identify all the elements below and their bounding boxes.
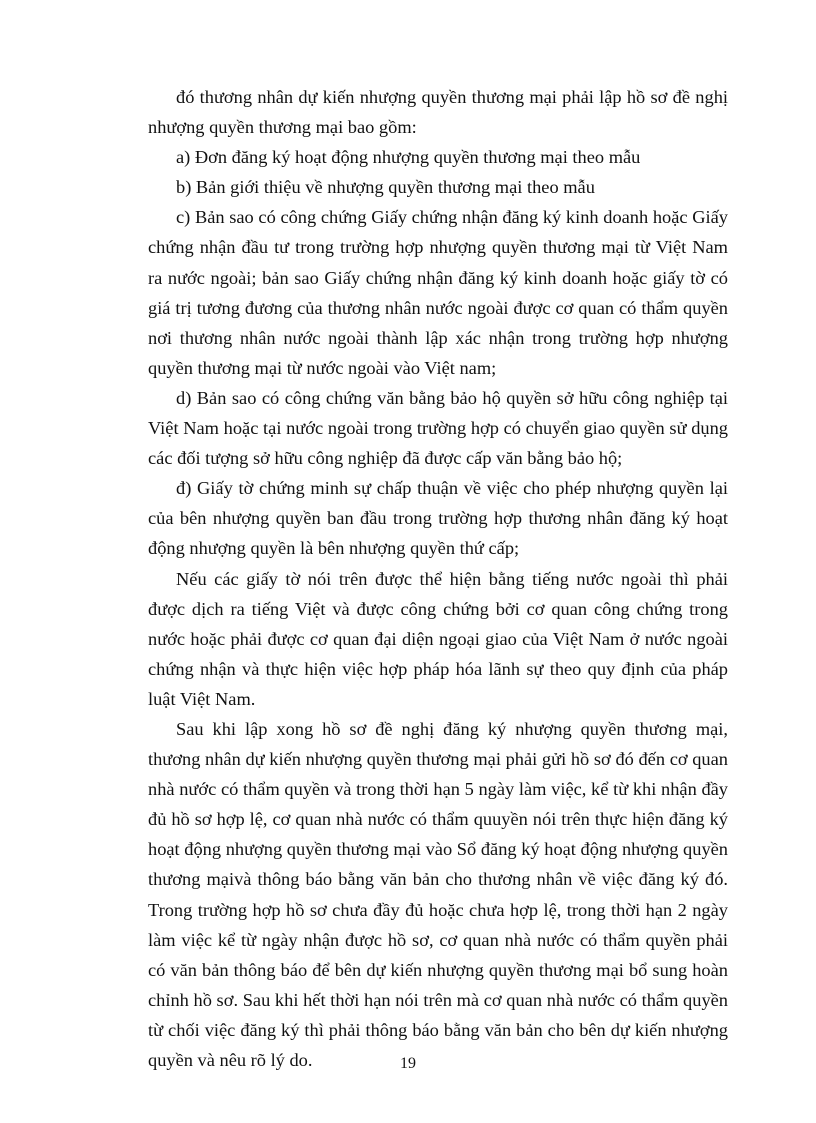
list-item-dd: đ) Giấy tờ chứng minh sự chấp thuận về việc cho phép nhượng quyền lại của bên nhượng quyền ban đầu trong trường hợp thương nhân đăng ký hoạt động nhượng quyền là bên nhượng quyền thứ cấp;: [148, 478, 728, 559]
paragraph-procedure: Sau khi lập xong hồ sơ đề nghị đăng ký nhượng quyền thương mại, thương nhân dự kiến nhượng quyền thương mại phải gửi hồ sơ đó đến cơ quan nhà nước có thẩm quyền và trong thời hạn 5 ngày làm việc, kể từ khi nhận đầy đủ hồ sơ hợp lệ, cơ quan nhà nước có thẩm quuyền nói trên thực hiện đăng ký hoạt động nhượng quyền thương mại vào Sổ đăng ký hoạt động nhượng quyền thương mạivà thông báo bằng văn bản cho thương nhân về việc đăng ký đó. Trong trường hợp hồ sơ chưa đầy đủ hoặc chưa hợp lệ, trong thời hạn 2 ngày làm việc kể từ ngày nhận được hồ sơ, cơ quan nhà nước có thẩm quyền phải có văn bản thông báo để bên dự kiến nhượng quyền thương mại bổ sung hoàn chỉnh hồ sơ. Sau khi hết thời hạn nói trên mà cơ quan nhà nước có thẩm quyền từ chối việc đăng ký thì phải thông báo bằng văn bản cho bên dự kiến nhượng quyền và nêu rõ lý do.: [148, 718, 728, 1070]
list-item-a: a) Đơn đăng ký hoạt động nhượng quyền thương mại theo mẫu: [176, 147, 641, 168]
list-item-c: c) Bản sao có công chứng Giấy chứng nhận đăng ký kinh doanh hoặc Giấy chứng nhận đầu tư trong trường hợp nhượng quyền thương mại từ Việt Nam ra nước ngoài; bản sao Giấy chứng nhận đăng ký kinh doanh hoặc giấy tờ có giá trị tương đương của thương nhân nước ngoài được cơ quan có thẩm quyền nơi thương nhân nước ngoài thành lập xác nhận trong trường hợp nhượng quyền thương mại từ nước ngoài vào Việt nam;: [148, 207, 728, 378]
body-text: [148, 82, 728, 1075]
paragraph-translation: Nếu các giấy tờ nói trên được thể hiện bằng tiếng nước ngoài thì phải được dịch ra tiếng Việt và được công chứng bởi cơ quan công chứng trong nước hoặc phải được cơ quan đại diện ngoại giao của Việt Nam ở nước ngoài chứng nhận và thực hiện việc hợp pháp hóa lãnh sự theo quy định của pháp luật Việt Nam.: [148, 568, 728, 709]
list-item-d: d) Bản sao có công chứng văn bằng bảo hộ quyền sở hữu công nghiệp tại Việt Nam hoặc tại nước ngoài trong trường hợp có chuyển giao quyền sử dụng các đối tượng sở hữu công nghiệp đã được cấp văn bằng bảo hộ;: [148, 387, 728, 469]
page-number: 19: [400, 1055, 416, 1072]
paragraph-intro: đó thương nhân dự kiến nhượng quyền thương mại phải lập hồ sơ đề nghị nhượng quyền thương mại bao gồm:: [148, 87, 728, 138]
list-item-b: b) Bản giới thiệu về nhượng quyền thương mại theo mẫu: [176, 177, 595, 198]
